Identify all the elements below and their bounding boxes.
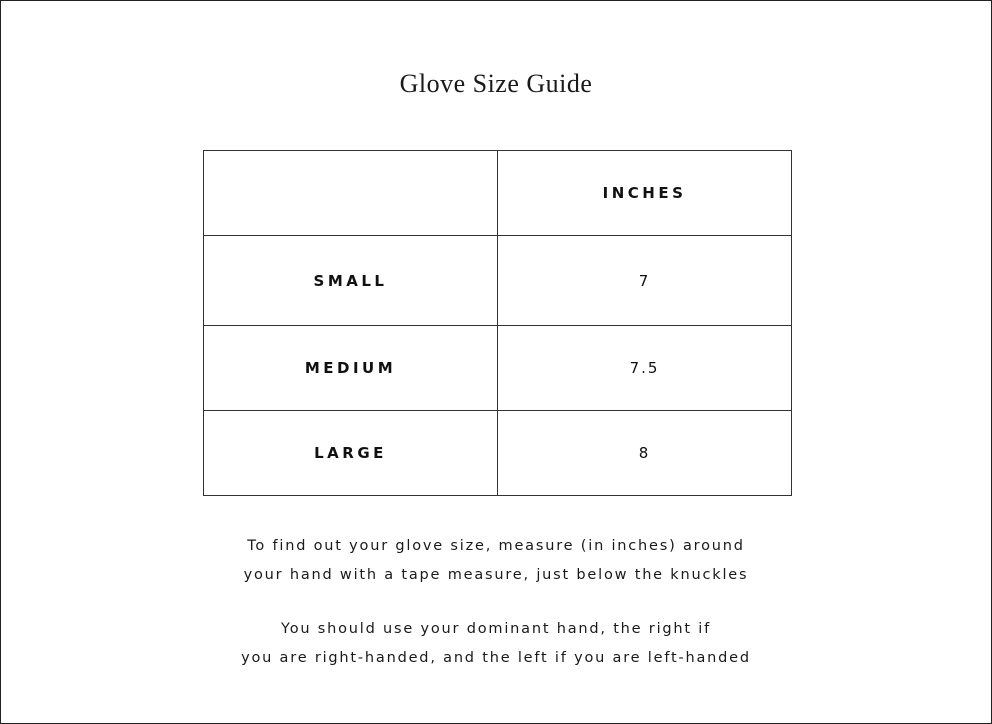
header-cell-empty [204, 151, 498, 236]
table-row [204, 411, 792, 496]
measure-instructions-line-2: your hand with a tape measure, just below the knuckles [243, 567, 749, 583]
header-cell-inches: INCHES [498, 151, 792, 236]
size-value-large: 8 [498, 411, 792, 496]
table-row [204, 326, 792, 411]
size-value-small: 7 [498, 236, 792, 326]
table-row [204, 236, 792, 326]
size-label-medium: MEDIUM [204, 326, 498, 411]
dominant-hand-line-2: you are right-handed, and the left if you are left-handed [241, 650, 751, 666]
dominant-hand-line-1: You should use your dominant hand, the right if [280, 621, 712, 637]
size-label-small: SMALL [204, 236, 498, 326]
table-header-row [204, 151, 792, 236]
measure-instructions-line-1: To find out your glove size, measure (in inches) around [247, 538, 745, 554]
measure-instructions [1, 532, 991, 590]
size-table [203, 150, 792, 496]
page-title: Glove Size Guide [399, 69, 593, 98]
size-value-medium: 7.5 [498, 326, 792, 411]
size-label-large: LARGE [204, 411, 498, 496]
dominant-hand-instructions [1, 615, 991, 673]
